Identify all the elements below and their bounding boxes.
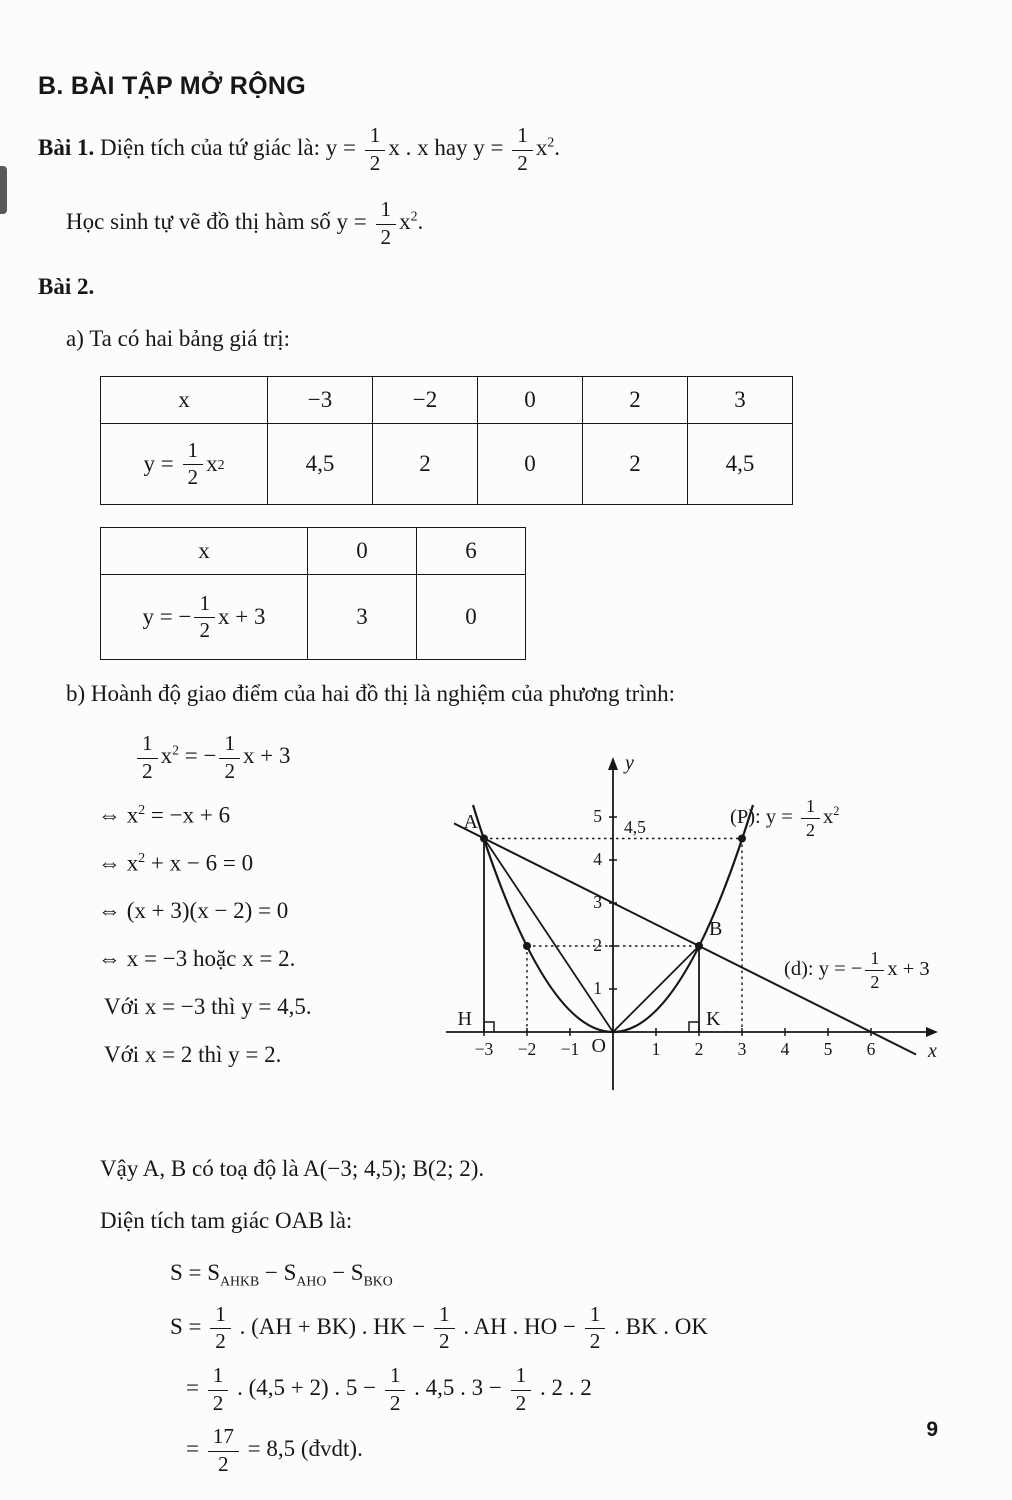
bai1-statement: Bài 1. Diện tích của tứ giác là: y = $\frac{1}{2}$ x . x hay y = $\frac{1}{2}$ $x^2$. [38,123,560,175]
table-cell: 4,5 [268,424,373,505]
x-tick-label: 5 [823,1039,833,1059]
x-tick-label: 1 [651,1039,661,1059]
x-tick-label: −3 [474,1039,494,1059]
equation-line: ⇔ x = −3 hoặc x = 2. [98,946,296,972]
equation-line: ⇔ $x^2 + x - 6 = 0$ [98,850,254,877]
x-tick-label: 2 [694,1039,704,1059]
table-row [101,424,793,505]
table-row [101,575,526,660]
y-45-label: 4,5 [624,817,646,837]
table-cell: 2 [373,424,478,505]
equation-line: $\frac{1}{2}$ $x^2$ = − $\frac{1}{2}$ x + 3 [134,732,428,783]
point-h-label: H [457,1008,472,1030]
bai1-note: Học sinh tự vẽ đồ thị hàm số y = $\frac{1}{2}$ $x^2$. [66,197,424,250]
x-axis-arrow-icon [926,1027,938,1037]
parabola-equation-label: (P): y = $\frac{1}{2}$ $x^2$ [730,796,840,841]
bai2-part-b: b) Hoành độ giao điểm của hai đồ thị là nghiệm của phương trình: [66,681,676,707]
y-tick-label: 3 [593,892,602,912]
function-label: y = $\frac{1}{2}$ x 2 [143,437,225,490]
equation-line: ⇔ (x + 3)(x − 2) = 0 [98,898,289,924]
origin-label: O [591,1035,606,1057]
scan-artifact [0,166,7,214]
equation-line: Với x = 2 thì y = 2. [104,1042,282,1068]
table-cell: 3 [308,575,417,660]
table-cell: 6 [417,528,526,575]
table-cell: x [101,528,308,575]
graph-figure [428,732,1012,1132]
area-step: = $\frac{1}{2}$ . (4,5 + 2) . 5 − $\frac{1}{2}$ . 4,5 . 3 − $\frac{1}{2}$ . 2 . 2 [186,1362,592,1415]
coordinates-conclusion: Vậy A, B có toạ độ là A(−3; 4,5); B(2; 2). [100,1156,485,1181]
point-m2-2 [523,942,531,950]
coordinate-graph [428,732,948,1122]
solution-and-graph [38,732,972,1132]
area-intro: Diện tích tam giác OAB là: [100,1207,353,1233]
x-tick-label: 6 [866,1039,876,1059]
y-tick-label: 1 [593,978,602,998]
table-cell: x [101,377,268,424]
section-heading: B. BÀI TẬP MỞ RỘNG [38,72,306,100]
table-cell: 0 [308,528,417,575]
point-a-label: A [463,811,478,833]
table-cell: −3 [268,377,373,424]
table-cell: 2 [583,377,688,424]
y-tick-label: 5 [593,806,602,826]
x-tick-label: 4 [780,1039,790,1059]
point-a [480,835,488,843]
y-tick-label: 4 [593,849,602,869]
table-cell: 4,5 [688,424,793,505]
area-step: S = $\frac{1}{2}$ . (AH + BK) . HK − $\frac{1}{2}$ . AH . HO − $\frac{1}{2}$ . BK . OK [170,1301,708,1354]
area-computation [170,1259,972,1477]
table-cell: −2 [373,377,478,424]
y-axis-arrow-icon [608,757,618,770]
equation-column [38,732,428,1132]
bai2-part-a: a) Ta có hai bảng giá trị: [66,325,291,351]
table-row [101,377,793,424]
table-cell: 2 [583,424,688,505]
value-table-line [100,527,526,660]
point-b-label: B [709,918,723,940]
table-cell: 0 [417,575,526,660]
table-cell: 3 [688,377,793,424]
point-b [695,942,703,950]
x-axis-label: x [928,1040,937,1062]
x-tick-label: −2 [517,1039,537,1059]
table-row [101,528,526,575]
table-cell-function [101,424,268,505]
table-cell-function [101,575,308,660]
area-step: = $\frac{17}{2}$ = 8,5 (đvdt). [186,1424,363,1476]
table-cell: 0 [478,424,583,505]
y-tick-label: 2 [593,935,602,955]
table-cell: 0 [478,377,583,424]
x-tick-label: −1 [560,1039,580,1059]
line-equation-label: (d): y = − $\frac{1}{2}$ x + 3 [784,948,930,993]
area-step: $S = S_{AHKB} - S_{AHO} - S_{BKO}$ [170,1259,393,1289]
equation-line: ⇔ $x^2 = -x + 6$ [98,802,231,829]
point-k-label: K [706,1008,721,1030]
y-axis-label: y [625,752,634,774]
value-table-parabola [100,376,793,505]
x-tick-label: 3 [737,1039,747,1059]
page-number: 9 [926,1418,938,1441]
bai2-title: Bài 2. [38,273,95,299]
function-label: y = − $\frac{1}{2}$ x + 3 [142,590,266,643]
segment-ob [613,946,699,1032]
triangle-segments [484,839,699,1033]
equation-line: Với x = −3 thì y = 4,5. [104,994,312,1020]
